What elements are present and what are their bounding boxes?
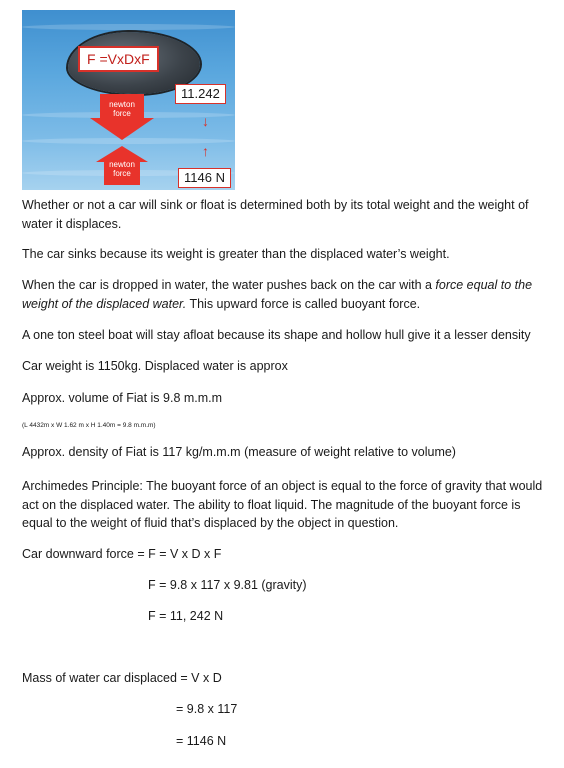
water-ripple: [22, 24, 235, 30]
upward-arrow-label: newton force: [109, 160, 135, 178]
calc-force-result: F = 11, 242 N: [148, 609, 224, 623]
paragraph-archimedes-principle: Archimedes Principle: The buoyant force of an object is equal to the force of gravity that would act on the displaced water. The ability to float liquid. The magnitude of the buoyant force is equal to the weight of fluid that’s displaced by the object in question.: [22, 479, 543, 530]
paragraph-volume: Approx. volume of Fiat is 9.8 m.m.m: [22, 391, 223, 405]
calc-downward-force: Car downward force = F = V x D x F: [22, 547, 222, 561]
upward-force-value: 1146 N: [178, 168, 231, 188]
paragraph-steel-boat: A one ton steel boat will stay afloat because its shape and hollow hull give it a lesser density: [22, 328, 531, 342]
paragraph-car-sinks: The car sinks because its weight is greater than the displaced water’s weight.: [22, 247, 450, 261]
calc-mass-result: = 1146 N: [176, 734, 227, 748]
paragraph-car-weight: Car weight is 1150kg. Displaced water is approx: [22, 359, 288, 373]
arrow-down-icon: ↓: [202, 113, 209, 129]
paragraph-buoyant-force: When the car is dropped in water, the water pushes back on the car with a force equal to the weight of the displaced water. This upward force is called buoyant force.: [22, 278, 533, 311]
calc-mass-formula: = 9.8 x 117: [176, 702, 238, 716]
paragraph-sink-or-float: Whether or not a car will sink or float is determined both by its total weight and the weight of water it displaces.: [22, 198, 529, 231]
paragraph-density: Approx. density of Fiat is 117 kg/m.m.m (measure of weight relative to volume): [22, 445, 456, 459]
volume-dimensions-note: (L 4432m x W 1.62 m x H 1.40m = 9.8 m.m.m): [22, 422, 156, 429]
formula-label: F =VxDxF: [78, 46, 159, 72]
upward-force-arrow: [104, 146, 140, 186]
downward-force-arrow: [100, 94, 144, 134]
calc-mass-displaced: Mass of water car displaced = V x D: [22, 671, 222, 685]
downward-arrow-label: newton force: [109, 100, 135, 118]
arrow-up-icon: ↑: [202, 143, 209, 159]
downward-force-value: 11.242: [175, 84, 226, 104]
calc-force-formula: F = 9.8 x 117 x 9.81 (gravity): [148, 578, 307, 592]
